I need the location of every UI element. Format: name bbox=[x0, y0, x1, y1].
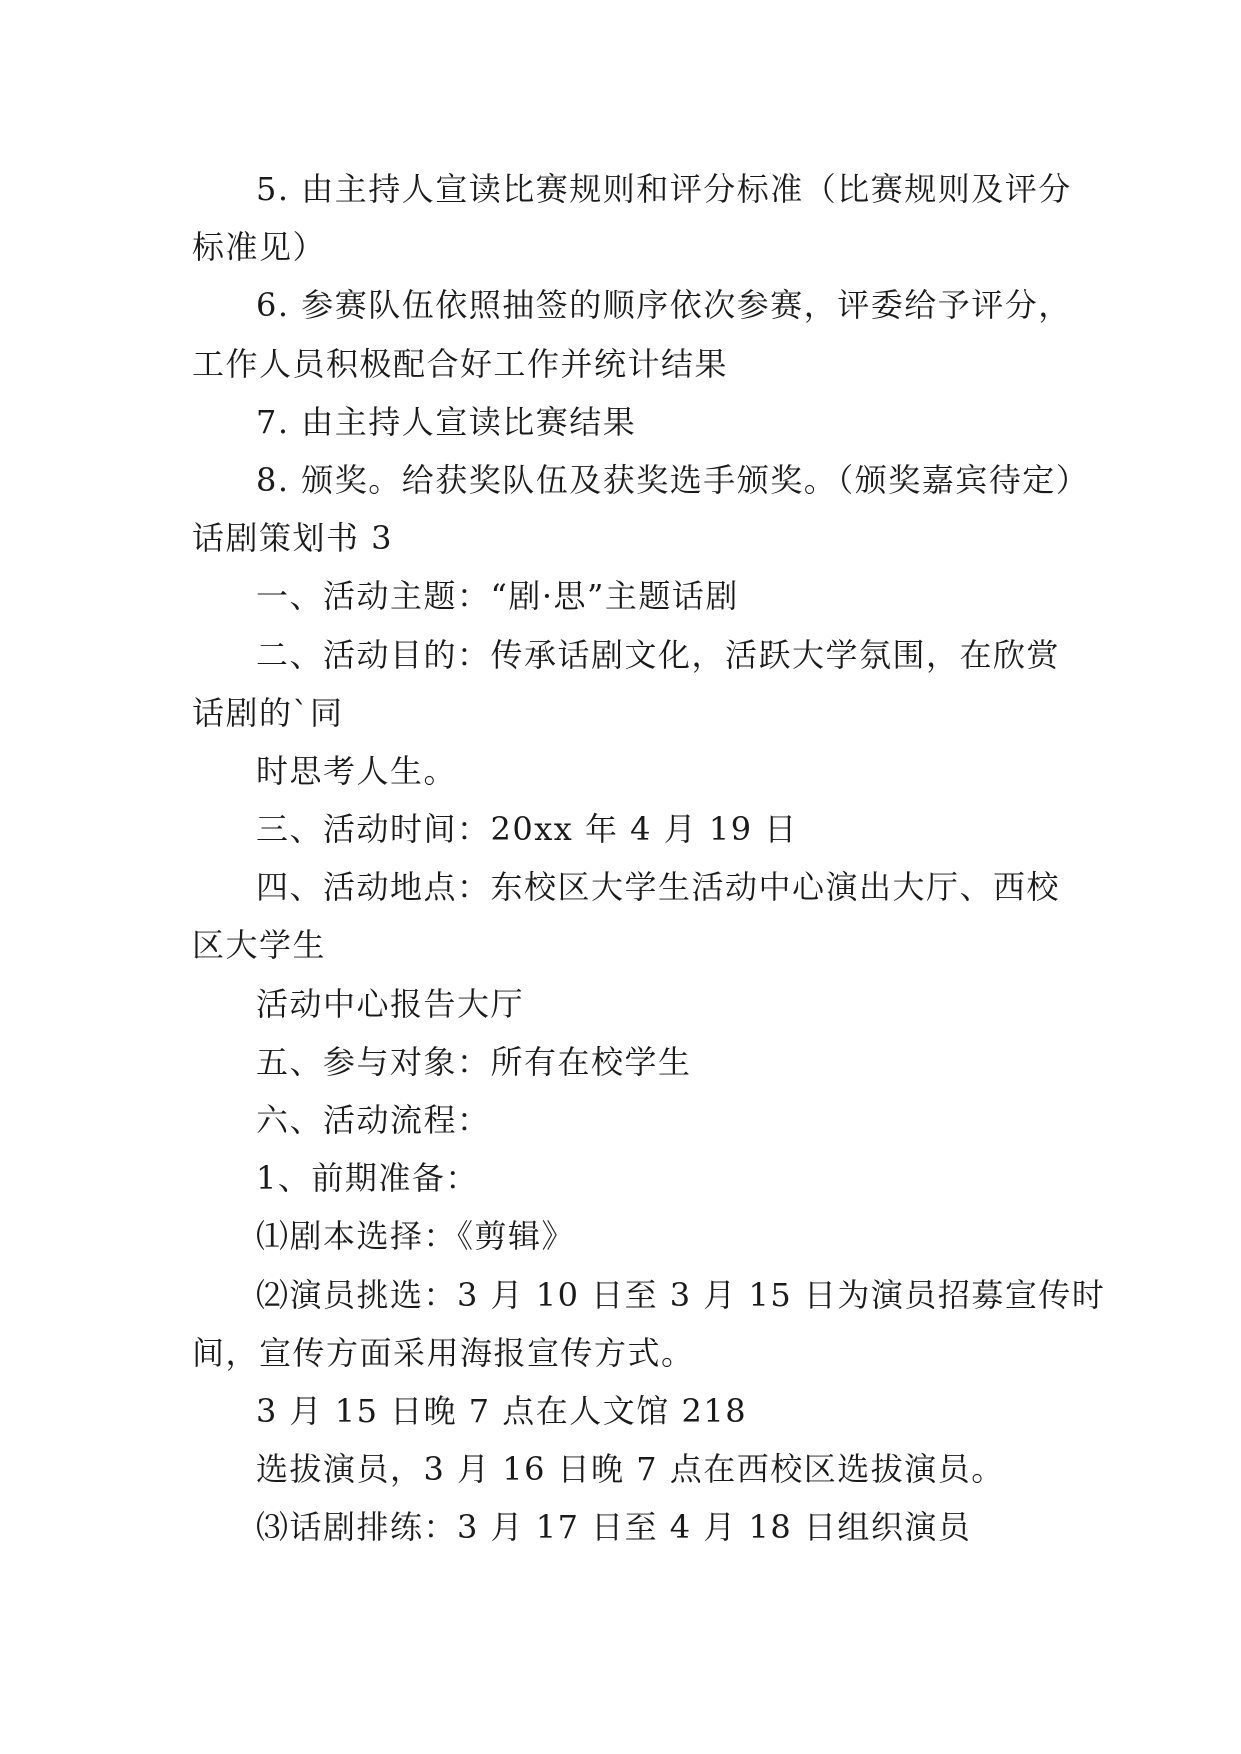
text-line: 选拔演员，3 月 16 日晚 7 点在西校区选拔演员。 bbox=[256, 1450, 1005, 1489]
text-line: 五、参与对象：所有在校学生 bbox=[256, 1042, 692, 1081]
text-line: 时思考人生。 bbox=[256, 751, 458, 790]
text-line: 活动中心报告大厅 bbox=[256, 984, 525, 1023]
section-heading: 话剧策划书 3 bbox=[192, 519, 394, 558]
text-line: 7. 由主持人宣读比赛结果 bbox=[256, 402, 637, 441]
text-line: ⑴剧本选择：《剪辑》 bbox=[256, 1217, 576, 1256]
text-line: 6. 参赛队伍依照抽签的顺序依次参赛，评委给予评分， bbox=[256, 286, 1072, 325]
text-line: 8. 颁奖。给获奖队伍及获奖选手颁奖。（颁奖嘉宾待定） bbox=[256, 460, 1090, 499]
text-line: 二、活动目的：传承话剧文化，活跃大学氛围，在欣赏 bbox=[256, 635, 1061, 674]
text-line: 工作人员积极配合好工作并统计结果 bbox=[192, 344, 729, 383]
text-line: 间，宣传方面采用海报宣传方式。 bbox=[192, 1333, 695, 1372]
text-line: 1、前期准备： bbox=[256, 1159, 479, 1198]
text-line: 标准见） bbox=[192, 228, 327, 267]
text-line: 三、活动时间：20xx 年 4 月 19 日 bbox=[256, 810, 798, 849]
text-line: 区大学生 bbox=[192, 926, 327, 965]
text-line: 3 月 15 日晚 7 点在人文馆 218 bbox=[256, 1391, 748, 1430]
text-line: 话剧的`同 bbox=[192, 693, 344, 732]
text-line: ⑵演员挑选：3 月 10 日至 3 月 15 日为演员招募宣传时 bbox=[256, 1275, 1106, 1314]
text-line: 5. 由主持人宣读比赛规则和评分标准（比赛规则及评分 bbox=[256, 170, 1072, 208]
text-line: 一、活动主题：“剧·思”主题话剧 bbox=[256, 577, 739, 616]
text-line: ⑶话剧排练：3 月 17 日至 4 月 18 日组织演员 bbox=[256, 1508, 972, 1547]
text-line: 四、活动地点：东校区大学生活动中心演出大厅、西校 bbox=[256, 868, 1061, 907]
document-body bbox=[192, 160, 1106, 1557]
text-line: 六、活动流程： bbox=[256, 1101, 491, 1139]
